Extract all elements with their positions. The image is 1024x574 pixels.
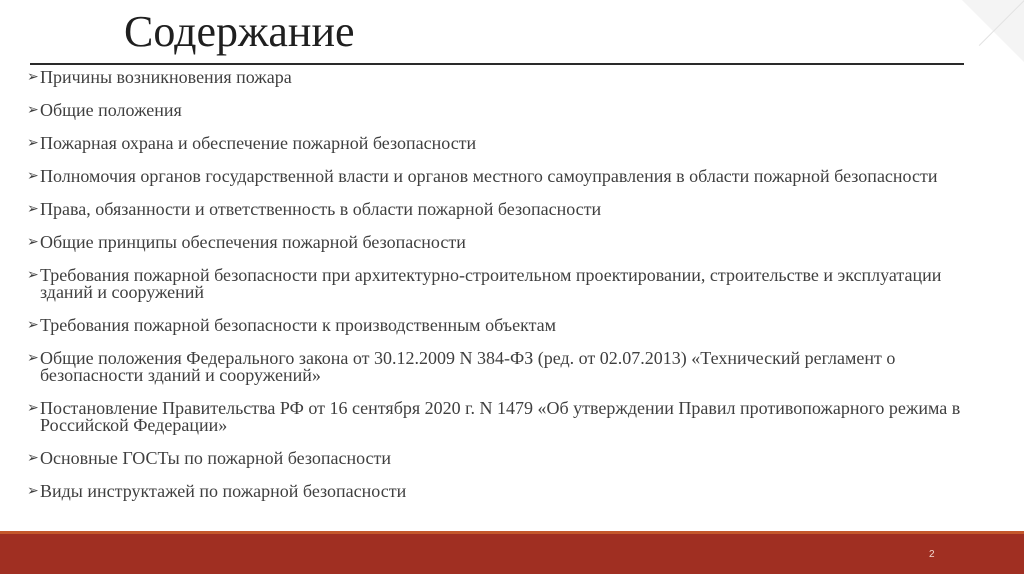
arrow-bullet-icon: ➢ [27, 234, 39, 250]
arrow-bullet-icon: ➢ [27, 317, 39, 333]
arrow-bullet-icon: ➢ [27, 168, 39, 184]
list-item [27, 450, 992, 467]
arrow-bullet-icon: ➢ [27, 135, 39, 151]
arrow-bullet-icon: ➢ [27, 350, 39, 366]
contents-list [27, 69, 992, 516]
list-item [27, 102, 992, 119]
list-item-text: Требования пожарной безопасности к производственным объектам [40, 315, 557, 335]
list-item [27, 69, 992, 86]
list-item-text: Постановление Правительства РФ от 16 сентября 2020 г. N 1479 «Об утверждении Правил противопожарного режима в Российской Федерации» [40, 398, 961, 435]
arrow-bullet-icon: ➢ [27, 450, 39, 466]
list-item-text: Общие положения Федерального закона от 30.12.2009 N 384-ФЗ (ред. от 02.07.2013) «Технический регламент о безопасности зданий и сооружений» [40, 348, 896, 385]
list-item-text: Причины возникновения пожара [40, 67, 292, 87]
list-item-text: Полномочия органов государственной власти и органов местного самоуправления в области пожарной безопасности [40, 166, 938, 186]
arrow-bullet-icon: ➢ [27, 267, 39, 283]
arrow-bullet-icon: ➢ [27, 69, 39, 85]
page-number: 2 [929, 549, 935, 560]
slide-title: Содержание [124, 7, 355, 56]
arrow-bullet-icon: ➢ [27, 400, 39, 416]
list-item-text: Пожарная охрана и обеспечение пожарной безопасности [40, 133, 477, 153]
list-item [27, 135, 992, 152]
list-item-text: Виды инструктажей по пожарной безопасности [40, 481, 407, 501]
arrow-bullet-icon: ➢ [27, 201, 39, 217]
list-item [27, 267, 992, 301]
arrow-bullet-icon: ➢ [27, 483, 39, 499]
list-item [27, 317, 992, 334]
title-underline [30, 63, 964, 65]
footer-bar [0, 534, 1024, 574]
list-item [27, 400, 992, 434]
list-item [27, 234, 992, 251]
list-item [27, 483, 992, 500]
arrow-bullet-icon: ➢ [27, 102, 39, 118]
list-item-text: Требования пожарной безопасности при архитектурно-строительном проектировании, строительстве и эксплуатации зданий и сооружений [40, 265, 942, 302]
list-item [27, 168, 992, 185]
list-item [27, 201, 992, 218]
list-item [27, 350, 992, 384]
list-item-text: Права, обязанности и ответственность в области пожарной безопасности [40, 199, 602, 219]
list-item-text: Общие положения [40, 100, 182, 120]
list-item-text: Основные ГОСТы по пожарной безопасности [40, 448, 392, 468]
list-item-text: Общие принципы обеспечения пожарной безопасности [40, 232, 466, 252]
